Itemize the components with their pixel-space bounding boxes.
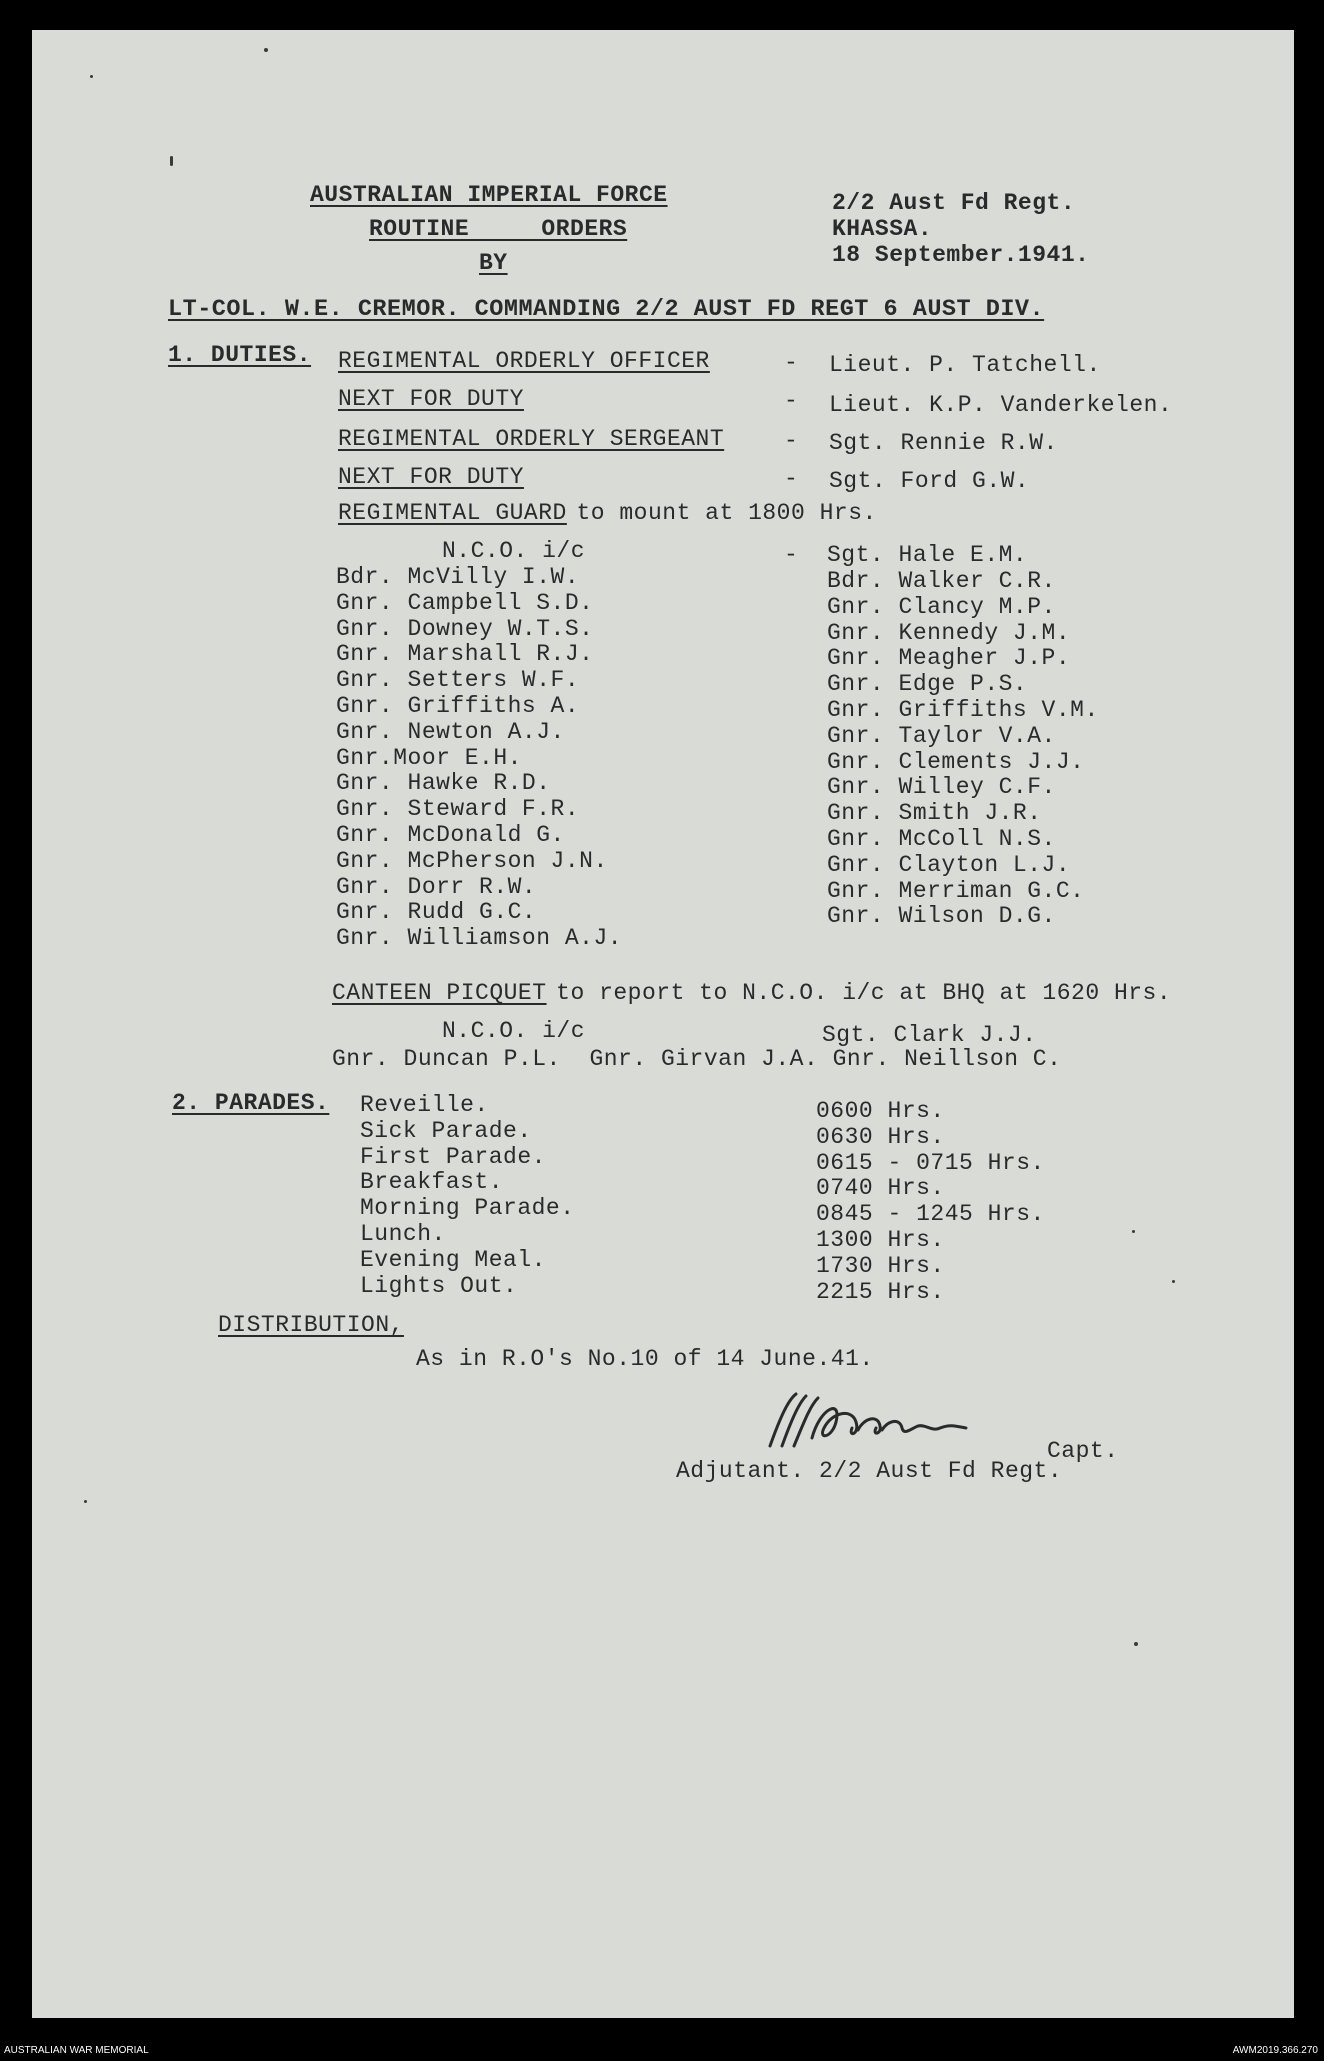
parade-entry: Lunch. [360,1221,446,1247]
picquet-nco: Sgt. Clark J.J. [822,1022,1037,1048]
order-date: 18 September.1941. [832,242,1090,268]
signature-rank: Capt. [1047,1438,1119,1464]
footer-right: AWM2019.366.270 [1232,2045,1318,2056]
picquet-nco-label: N.C.O. i/c [442,1018,586,1044]
guard-nco: Sgt. Hale E.M. [827,542,1028,568]
parade-entry: 1730 Hrs. [816,1252,945,1279]
parades-section-label: 2. PARADES. [172,1090,330,1116]
paper-speck [1134,1642,1138,1646]
guard-member: Gnr. Steward F.R. [336,796,580,823]
parade-entry: 0740 Hrs. [816,1175,945,1202]
document-page [32,30,1294,2018]
guard-member: Gnr. Clements J.J. [827,748,1085,775]
duty-person: Sgt. Ford G.W. [829,468,1030,494]
duty-dash: - [784,350,799,376]
parade-entry: 0845 - 1245 Hrs. [816,1201,1045,1228]
guard-member: Gnr. Merriman G.C. [827,877,1085,904]
duty-person: Lieut. P. Tatchell. [829,352,1101,378]
picquet-note: to report to N.C.O. i/c at BHQ at 1620 Hrs. [556,980,1172,1006]
guard-member: Gnr. Rudd G.C. [336,899,537,926]
parade-entry: 2215 Hrs. [816,1278,945,1305]
guard-member: Gnr. Newton A.J. [336,718,565,745]
picquet-heading: CANTEEN PICQUET [332,980,547,1006]
parade-entry: Breakfast. [360,1169,504,1196]
parade-entry: 1300 Hrs. [816,1227,945,1253]
commander-line: LT-COL. W.E. CREMOR. COMMANDING 2/2 AUST FD REGT 6 AUST DIV. [168,296,1045,323]
duty-person: Lieut. K.P. Vanderkelen. [829,392,1173,418]
guard-nco-dash: - [784,542,799,568]
guard-member: Gnr. Campbell S.D. [336,589,594,616]
guard-member: Gnr. McPherson J.N. [336,847,608,874]
guard-member: Gnr. Smith J.R. [827,800,1042,827]
guard-member: Gnr. Williamson A.J. [336,925,623,952]
duty-role: NEXT FOR DUTY [338,386,524,412]
distribution-text: As in R.O's No.10 of 14 June.41. [416,1346,874,1372]
title-line-3: BY [479,250,508,276]
paper-speck [90,75,93,78]
parade-entry: 0600 Hrs. [816,1098,945,1124]
guard-member: Gnr. Griffiths A. [336,693,580,719]
guard-member: Gnr. Edge P.S. [827,671,1028,698]
duty-role: REGIMENTAL ORDERLY SERGEANT [338,426,725,452]
duty-role: NEXT FOR DUTY [338,464,524,490]
place-name: KHASSA. [832,216,933,242]
duties-section-label: 1. DUTIES. [168,342,312,368]
paper-speck [1172,1280,1175,1283]
guard-member: Gnr. Dorr R.W. [336,873,537,900]
duty-person: Sgt. Rennie R.W. [829,430,1058,456]
title-line-2: ROUTINE ORDERS [369,216,628,242]
guard-member: Gnr. Kennedy J.M. [827,619,1071,646]
distribution-label: DISTRIBUTION, [218,1312,404,1338]
parade-entry: Sick Parade. [360,1117,532,1144]
unit-name: 2/2 Aust Fd Regt. [832,190,1076,216]
parade-entry: 0615 - 0715 Hrs. [816,1149,1045,1176]
guard-member: Gnr. Hawke R.D. [336,770,551,797]
paper-speck [84,1500,87,1503]
guard-member: Gnr. Clancy M.P. [827,593,1056,620]
guard-heading: REGIMENTAL GUARD [338,500,567,526]
guard-member: Gnr. Marshall R.J. [336,641,594,668]
parade-entry: Morning Parade. [360,1195,575,1222]
handwritten-signature [760,1388,1020,1458]
guard-member: Gnr. McColl N.S. [827,826,1056,852]
parade-entry: Evening Meal. [360,1246,546,1273]
guard-member: Bdr. Walker C.R. [827,568,1056,594]
guard-member: Gnr. Setters W.F. [336,667,580,694]
duty-dash: - [784,428,799,454]
parade-entry: Lights Out. [360,1272,518,1299]
guard-member: Gnr. Griffiths V.M. [827,697,1099,723]
guard-member: Gnr. McDonald G. [336,822,565,848]
paper-speck [264,48,268,52]
guard-member: Gnr. Taylor V.A. [827,722,1056,749]
signature-title: Adjutant. 2/2 Aust Fd Regt. [676,1458,1063,1484]
paper-speck [170,156,173,166]
guard-note: to mount at 1800 Hrs. [576,500,877,526]
duty-role: REGIMENTAL ORDERLY OFFICER [338,348,710,374]
parade-entry: 0630 Hrs. [816,1123,945,1150]
guard-member: Gnr. Willey C.F. [827,774,1056,801]
guard-heading-row [338,500,877,526]
duty-dash: - [784,388,799,414]
picquet-heading-row [332,980,1171,1006]
picquet-members: Gnr. Duncan P.L. Gnr. Girvan J.A. Gnr. Neillson C. [332,1046,1062,1072]
guard-member: Gnr. Wilson D.G. [827,903,1056,930]
footer-left: AUSTRALIAN WAR MEMORIAL [4,2045,149,2056]
paper-speck [1132,1230,1135,1233]
title-line-1: AUSTRALIAN IMPERIAL FORCE [310,182,668,208]
guard-nco-label: N.C.O. i/c [442,538,586,564]
guard-member: Gnr.Moor E.H. [336,744,522,771]
duty-dash: - [784,466,799,492]
parade-entry: First Parade. [360,1143,546,1170]
guard-member: Gnr. Meagher J.P. [827,645,1071,672]
parade-entry: Reveille. [360,1092,489,1118]
guard-member: Gnr. Clayton L.J. [827,851,1071,878]
guard-member: Gnr. Downey W.T.S. [336,615,594,642]
guard-member: Bdr. McVilly I.W. [336,564,580,590]
